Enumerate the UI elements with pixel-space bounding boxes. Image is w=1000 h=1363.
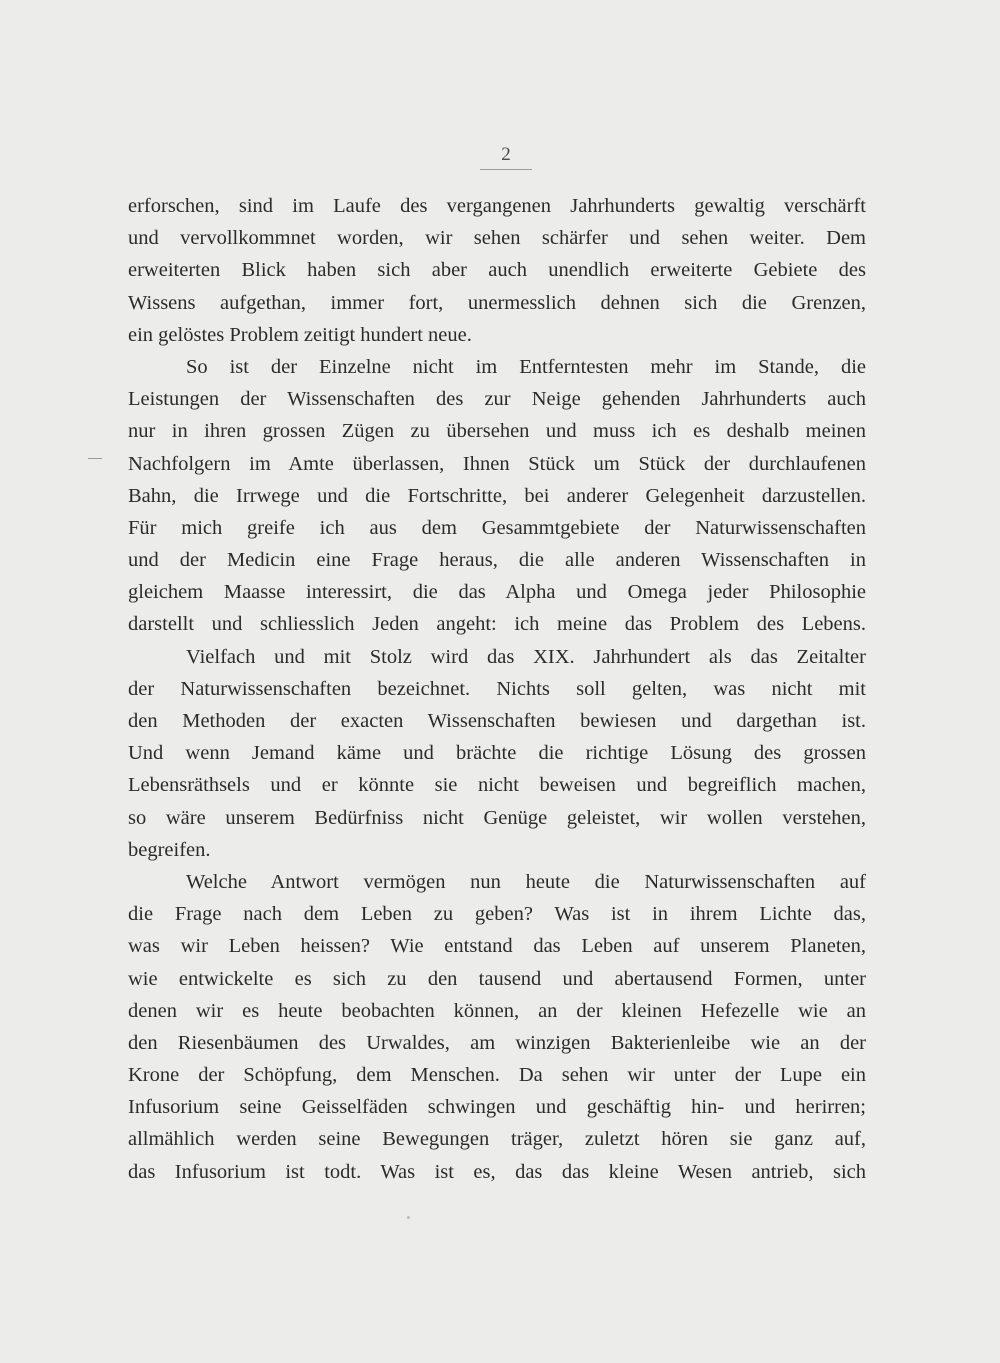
text-line: Wissens aufgethan, immer fort, unermesslich dehnen sich die Grenzen, — [128, 291, 866, 314]
text-line: der Naturwissenschaften bezeichnet. Nichts soll gelten, was nicht mit — [128, 677, 866, 700]
margin-mark — [88, 458, 102, 459]
text-line: den Methoden der exacten Wissenschaften bewiesen und dargethan ist. — [128, 710, 866, 732]
text-line: den Riesenbäumen des Urwaldes, am winzigen Bakterienleibe wie an der — [128, 1031, 866, 1054]
text-line: und vervollkommnet worden, wir sehen schärfer und sehen weiter. Dem — [128, 227, 866, 250]
text-line: Nachfolgern im Amte überlassen, Ihnen Stück um Stück der durchlaufenen — [128, 452, 866, 475]
text-line: erweiterten Blick haben sich aber auch unendlich erweiterte Gebiete des — [128, 259, 866, 282]
text-line: was wir Leben heissen? Wie entstand das Leben auf unserem Planeten, — [128, 935, 866, 958]
text-line: Und wenn Jemand käme und brächte die richtige Lösung des grossen — [128, 742, 866, 765]
text-line: Bahn, die Irrwege und die Fortschritte, bei anderer Gelegenheit darzustellen. — [128, 484, 866, 507]
text-line: die Frage nach dem Leben zu geben? Was ist in ihrem Lichte das, — [128, 903, 866, 926]
paper-speck — [407, 1216, 410, 1219]
text-line: Lebensräthsels und er könnte sie nicht beweisen und begreiflich machen, — [128, 774, 866, 797]
text-line: darstellt und schliesslich Jeden angeht: ich meine das Problem des Lebens. — [128, 613, 866, 636]
body-text — [128, 190, 866, 1188]
text-line: allmählich werden seine Bewegungen träger, zuletzt hören sie ganz auf, — [128, 1128, 866, 1151]
text-line: Infusorium seine Geisselfäden schwingen und geschäftig hin- und herirren; — [128, 1096, 866, 1119]
text-line: Für mich greife ich aus dem Gesammtgebiete der Naturwissenschaften — [128, 516, 866, 539]
text-line: erforschen, sind im Laufe des vergangenen Jahrhunderts gewaltig verschärft — [128, 195, 866, 217]
text-line: Vielfach und mit Stolz wird das XIX. Jahrhundert als das Zeitalter — [186, 645, 866, 668]
text-line: so wäre unserem Bedürfniss nicht Genüge geleistet, wir wollen verstehen, — [128, 806, 866, 829]
text-line: wie entwickelte es sich zu den tausend und abertausend Formen, unter — [128, 967, 866, 990]
text-line: das Infusorium ist todt. Was ist es, das das kleine Wesen antrieb, sich — [128, 1160, 866, 1183]
text-line: ein gelöstes Problem zeitigt hundert neue. — [128, 323, 472, 346]
text-line: Krone der Schöpfung, dem Menschen. Da sehen wir unter der Lupe ein — [128, 1064, 866, 1087]
text-line: und der Medicin eine Frage heraus, die alle anderen Wissenschaften in — [128, 549, 866, 572]
text-line: So ist der Einzelne nicht im Entferntesten mehr im Stande, die — [186, 355, 866, 378]
page-number-rule — [480, 169, 532, 170]
text-line: nur in ihren grossen Zügen zu übersehen und muss ich es deshalb meinen — [128, 420, 866, 443]
page-number: 2 — [501, 144, 511, 165]
text-line: gleichem Maasse interessirt, die das Alpha und Omega jeder Philosophie — [128, 581, 866, 604]
text-line: begreifen. — [128, 838, 211, 861]
text-line: Leistungen der Wissenschaften des zur Neige gehenden Jahrhunderts auch — [128, 388, 866, 411]
text-line: Welche Antwort vermögen nun heute die Naturwissenschaften auf — [186, 870, 866, 893]
text-line: denen wir es heute beobachten können, an der kleinen Hefezelle wie an — [128, 999, 866, 1022]
